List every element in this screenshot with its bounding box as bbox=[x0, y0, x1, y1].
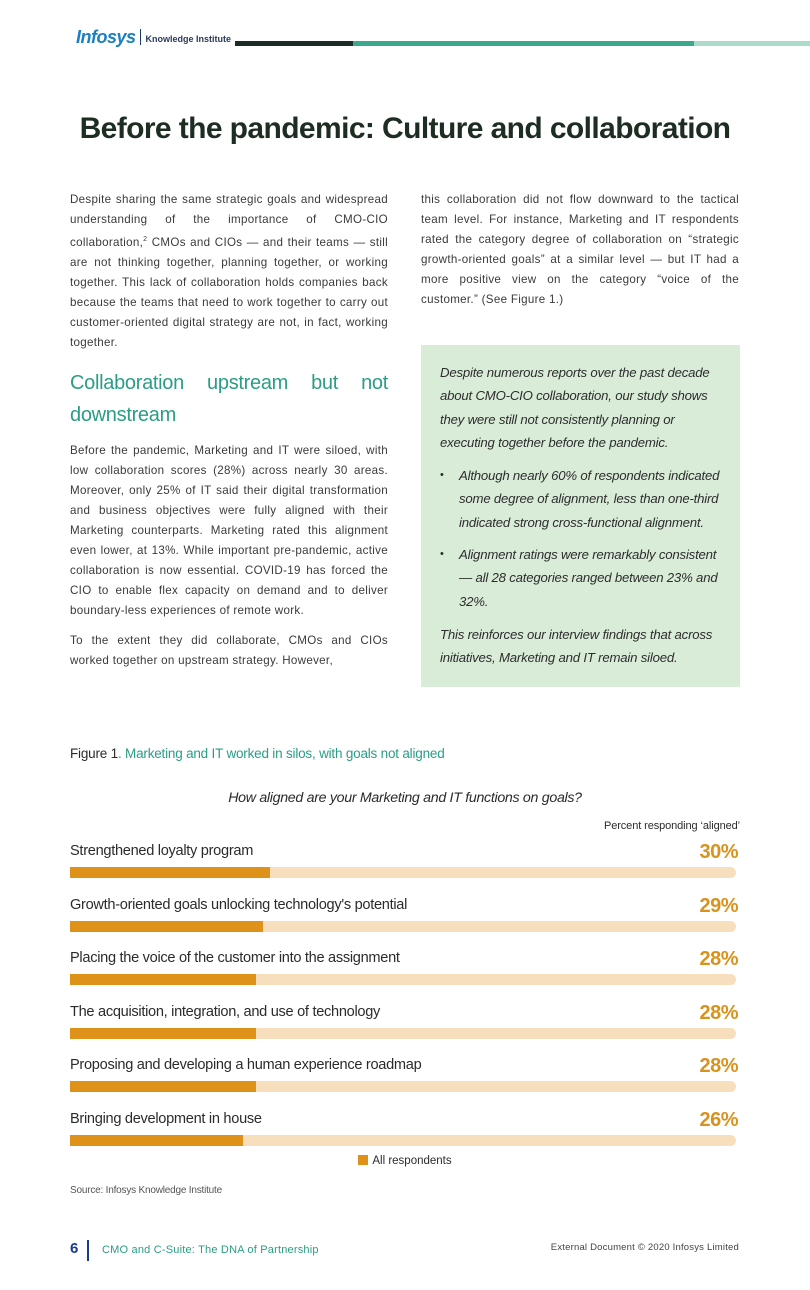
bar-row bbox=[70, 1057, 738, 1097]
chart-title: How aligned are your Marketing and IT functions on goals? bbox=[228, 790, 582, 806]
bar bbox=[70, 867, 270, 878]
bar bbox=[70, 1135, 243, 1146]
brand-subtitle: Knowledge Institute bbox=[145, 34, 232, 44]
footer-copyright: External Document © 2020 Infosys Limited bbox=[550, 1242, 739, 1253]
callout-bullets bbox=[440, 464, 722, 613]
bar-track bbox=[70, 1135, 736, 1146]
bar-row bbox=[70, 1001, 738, 1044]
bar-row bbox=[70, 950, 738, 990]
bar-track bbox=[70, 1028, 736, 1039]
page-number: 6 bbox=[70, 1240, 79, 1257]
continuation-paragraph: this collaboration did not flow downward to the tactical team level. For instance, Marketing and IT respondents rated the category degree of collaboration on “strategic growth-oriented goals” at a similar level — but IT had a more positive view on the category “voice of the customer.” (See Figure 1.) bbox=[421, 193, 739, 306]
bar-row bbox=[70, 1111, 738, 1151]
bar-value-label: 30% bbox=[699, 841, 738, 863]
callout-bullet: • Although nearly 60% of respondents indicated some degree of alignment, less than one-third indicated strong cross-functional alignment. bbox=[440, 464, 722, 534]
bar-category-label: Bringing development in house bbox=[70, 1111, 262, 1127]
bar-track bbox=[70, 1081, 736, 1092]
bar-category-label: Growth-oriented goals unlocking technology's potential bbox=[70, 896, 408, 913]
section-subheading: Collaboration upstream but not downstream bbox=[70, 371, 388, 426]
bar-category-label: The acquisition, integration, and use of technology bbox=[70, 1003, 381, 1020]
bar-value-label: 28% bbox=[699, 1055, 738, 1078]
bar-value-label: 28% bbox=[699, 948, 738, 971]
upstream-paragraph: To the extent they did collaborate, CMOs and CIOs worked together on upstream strategy. However, bbox=[70, 633, 388, 667]
header-bar-light bbox=[694, 41, 810, 46]
bar-track bbox=[70, 867, 736, 878]
bar-value-label: 28% bbox=[699, 1001, 738, 1024]
bar-value-label: 26% bbox=[699, 1109, 738, 1131]
bar-category-label: Placing the voice of the customer into the assignment bbox=[70, 950, 400, 967]
callout-closing: This reinforces our interview findings that across initiatives, Marketing and IT remain siloed. bbox=[440, 626, 713, 666]
right-column bbox=[421, 190, 739, 320]
siloed-paragraph: Before the pandemic, Marketing and IT were siloed, with low collaboration scores (28%) across nearly 30 areas. Moreover, only 25% of IT said their digital transformation and business objectives were fully aligned with their Marketing counterparts. Marketing rated this alignment even lower, at 13%. While important pre-pandemic, active collaboration is now essential. COVID-19 has forced the CIO to enable flex capacity on demand and to deliver boundary-less experiences of remote work. bbox=[70, 443, 388, 617]
callout-intro: Despite numerous reports over the past decade about CMO-CIO collaboration, our study shows they were still not consistently planning or executing together before the pandemic. bbox=[440, 365, 710, 450]
bar bbox=[70, 974, 256, 985]
bar bbox=[70, 1081, 256, 1092]
figure-caption: Figure 1. Marketing and IT worked in silos, with goals not aligned bbox=[70, 746, 445, 761]
chart-legend bbox=[0, 1155, 810, 1167]
bar-category-label: Proposing and developing a human experience roadmap bbox=[70, 1057, 422, 1074]
figure-source: Source: Infosys Knowledge Institute bbox=[70, 1185, 222, 1196]
footer-title: CMO and C-Suite: The DNA of Partnership bbox=[102, 1244, 319, 1256]
bar bbox=[70, 1028, 256, 1039]
bar-category-label: Strengthened loyalty program bbox=[70, 843, 254, 859]
brand-name: Infosys bbox=[76, 26, 136, 47]
header-bar-dark bbox=[235, 41, 353, 46]
legend-swatch bbox=[358, 1155, 368, 1165]
value-column-header: Percent responding ‘aligned’ bbox=[603, 820, 740, 832]
bar-value-label: 29% bbox=[699, 894, 738, 917]
bar-row bbox=[70, 894, 738, 937]
page-title: Before the pandemic: Culture and collaboration bbox=[79, 112, 731, 145]
bar-row bbox=[70, 843, 738, 883]
intro-paragraph: Despite sharing the same strategic goals and widespread understanding of the importance of CMO-CIO collaboration,$^2$ CMOs and CIOs — and their teams — still are not thinking together, planning together, or working together. This lack of collaboration holds companies back because the teams that need to work together to carry out customer-oriented digital strategy are not, in fact, working together. bbox=[70, 193, 388, 349]
legend-label: All respondents bbox=[372, 1155, 452, 1167]
logo-divider bbox=[140, 29, 141, 45]
header-bar-teal bbox=[353, 41, 694, 46]
callout-box bbox=[421, 345, 740, 687]
bar-track bbox=[70, 974, 736, 985]
callout-bullet: • Alignment ratings were remarkably consistent — all 28 categories ranged between 23% and 32%. bbox=[440, 543, 722, 613]
bar bbox=[70, 921, 263, 932]
infosys-logo bbox=[76, 26, 231, 48]
footer-divider bbox=[87, 1240, 89, 1261]
left-column bbox=[70, 190, 388, 681]
bar-track bbox=[70, 921, 736, 932]
